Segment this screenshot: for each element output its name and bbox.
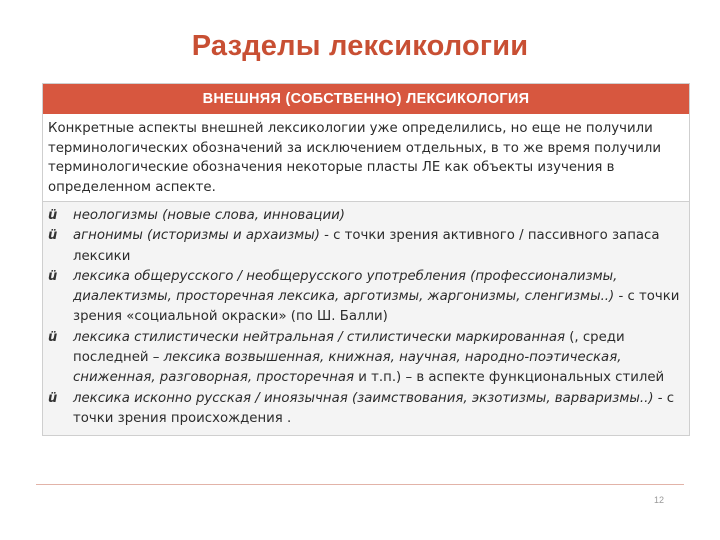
aspects-list — [43, 202, 689, 435]
page-number: 12 — [654, 495, 665, 505]
list-item — [48, 206, 683, 226]
item-aspect: и т.п.) – в аспекте функциональных стилей — [354, 370, 665, 386]
item-aspect: - с точки зрения «социальной окраски» (по Ш. Балли) — [73, 289, 680, 325]
item-term: лексика общерусского / необщерусского употребления (профессионализмы, диалектизмы, просторечная лексика, арготизмы, жаргонизмы, сленгизмы..) — [73, 268, 618, 305]
item-aspect: - с точки зрения активного / пассивного запаса лексики — [73, 228, 660, 264]
item-connector: (, среди последней – — [73, 329, 625, 366]
check-icon: ü — [48, 390, 58, 406]
check-icon: ü — [48, 208, 58, 223]
footer-divider — [36, 484, 684, 485]
item-aspect: - с точки зрения происхождения . — [73, 390, 675, 426]
check-icon: ü — [48, 228, 58, 244]
item-term: лексика возвышенная, книжная, научная, народно-поэтическая, сниженная, разговорная, просторечная — [73, 350, 622, 386]
list-item — [48, 267, 683, 328]
item-term: агнонимы (историзмы и архаизмы) — [73, 228, 320, 244]
intro-text: Конкретные аспекты внешней лексикологии уже определились, но еще не получили терминологических обозначений за исключением отдельных, в то же время получили терминологические обозначения некоторые пласты ЛЕ как объекты изучения в определенном аспекте. — [43, 114, 689, 202]
check-icon: ü — [48, 268, 58, 284]
table-header: ВНЕШНЯЯ (СОБСТВЕННО) ЛЕКСИКОЛОГИЯ — [43, 84, 689, 114]
content-table — [42, 83, 690, 436]
item-term: лексика стилистически нейтральная / стилистически маркированная — [73, 329, 565, 345]
item-term: неологизмы (новые слова, инновации) — [73, 208, 345, 223]
list-item — [48, 389, 683, 430]
list-item — [48, 226, 683, 267]
check-icon: ü — [48, 329, 58, 345]
item-term: лексика исконно русская / иноязычная (заимствования, экзотизмы, варваризмы..) — [73, 390, 654, 406]
slide-title: Разделы лексикологии — [191, 30, 529, 62]
list-item — [48, 328, 683, 389]
